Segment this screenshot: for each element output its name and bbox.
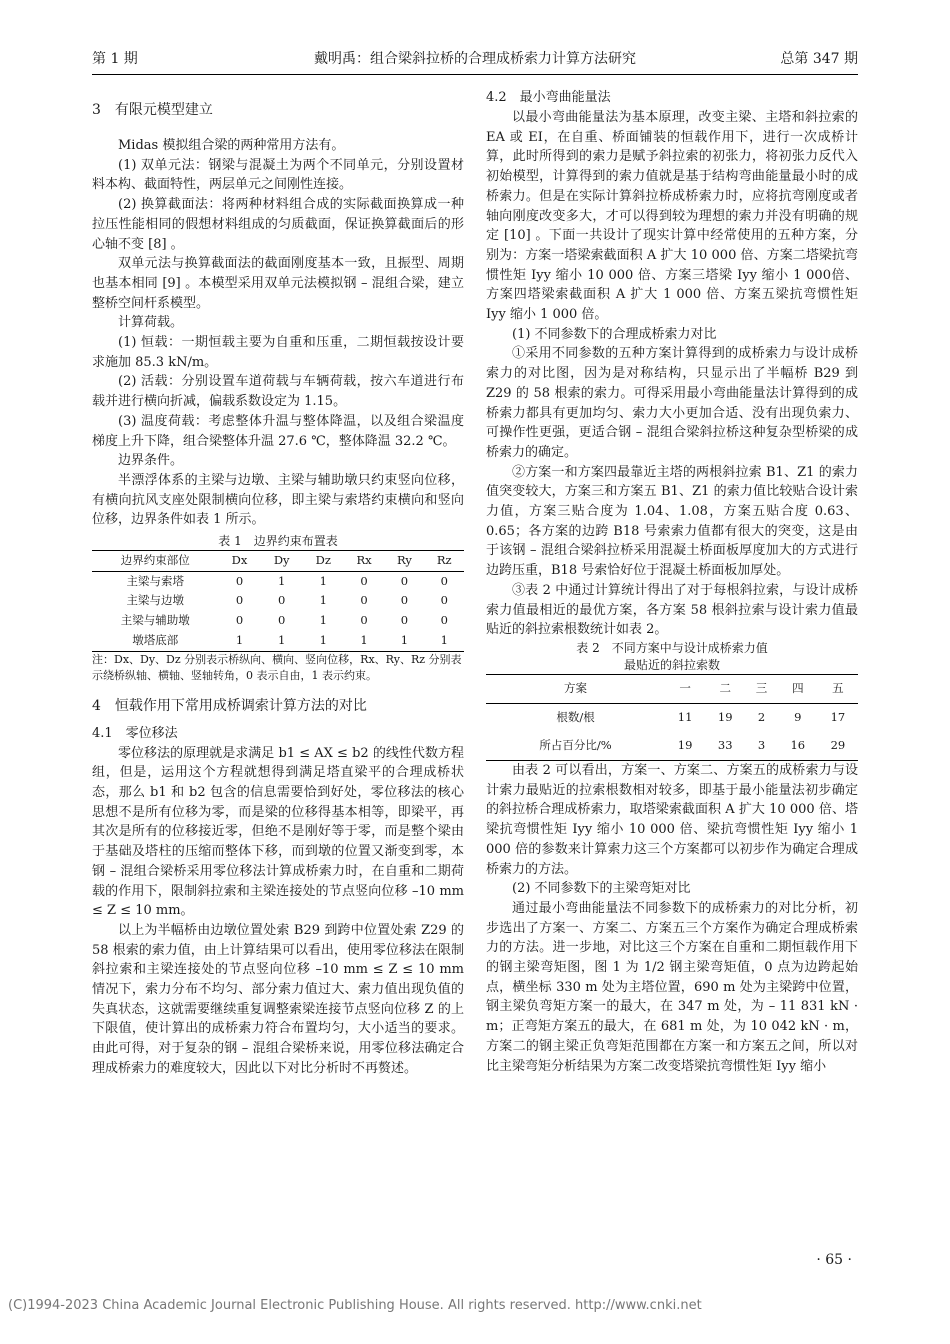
- table-1: [92, 550, 464, 652]
- table-cell: 0: [235, 613, 244, 628]
- section-4-2-heading: 4.2 最小弯曲能量法: [486, 90, 611, 105]
- table-header-cell: 二: [719, 681, 731, 696]
- table-cell: 0: [400, 613, 409, 628]
- table-header-cell: 四: [792, 681, 804, 696]
- table-cell: 0: [235, 593, 244, 608]
- paragraph: 以最小弯曲能量法为基本原理，改变主梁、主塔和斜拉索的 EA 或 EI，在自重、桥面铺装的恒载作用下，进行一次成桥计算，此时所得到的索力是赋予斜拉索的初张力，将初张力反代入初始模型，计算得到的索力值就是基于结构弯曲能量最小时的成桥索力。但是在实际计算斜拉桥成桥索力时，应将抗弯刚度或者轴向刚度改变多大，才可以得到较为理想的索力并没有明确的规定 [10] 。下面一共设计了现实计算中经常使用的五种方案，分别为：方案一塔梁索截面积 A 扩大 10 000 倍、方案二塔梁抗弯惯性矩 Iyy 缩小 10 000 倍、方案三塔梁 Iyy 缩小 1 000倍、方案四塔梁索截面积 A 扩大 1 000 倍、方案五梁抗弯惯性矩 Iyy 缩小 1 000 倍。: [486, 110, 858, 323]
- table-cell: 主梁与边墩: [126, 593, 184, 608]
- table-cell: 29: [830, 738, 846, 753]
- table-cell: 所占百分比/%: [539, 738, 612, 753]
- table-cell: 3: [757, 738, 766, 753]
- table-cell: 0: [360, 593, 368, 608]
- table-cell: 1: [319, 593, 327, 608]
- table-header-cell: Rx: [356, 553, 372, 568]
- paragraph: (2) 换算截面法：将两种材料组合成的实际截面换算成一种拉压性能相同的假想材料组成的匀质截面，保证换算截面后的形心轴不变 [8] 。: [92, 197, 464, 252]
- table-cell: 0: [360, 613, 368, 628]
- paragraph: (1) 不同参数下的合理成桥索力对比: [512, 326, 717, 342]
- table-1-caption: 表 1 边界约束布置表: [218, 534, 338, 549]
- table-cell: 0: [440, 613, 448, 628]
- paragraph: ③表 2 中通过计算统计得出了对于每根斜拉索，与设计成桥索力值最相近的最优方案，各方案 58 根斜拉索与设计索力值最贴近的斜拉索根数统计如表 2。: [486, 582, 858, 638]
- table-cell: 1: [319, 613, 327, 628]
- table-cell: 1: [235, 632, 244, 647]
- table-cell: 1: [400, 632, 409, 647]
- right-column: [486, 88, 858, 1076]
- paragraph: 通过最小弯曲能量法不同参数下的成桥索力的对比分析，初步选出了方案一、方案二、方案五三个方案作为确定合理成桥索力的方法。进一步地，对比这三个方案在自重和二期恒载作用下的钢主梁弯矩图，图 1 为 1/2 钢主梁弯矩值，0 点为边跨起始点，横坐标 330 m 处为主塔位置，690 m 处为主梁跨中位置，钢主梁负弯矩方案一的最大，在 347 m 处，为 – 11 831 kN · m；正弯矩方案五的最大，在 681 m 处，为 10 042 kN · m，方案二的钢主梁正负弯矩范围都在方案一和方案五之间，所以对比主梁弯矩分析结果为方案二改变塔梁抗弯惯性矩 Iyy 缩小: [486, 900, 858, 1074]
- table-cell: 1: [360, 632, 368, 647]
- table-header-cell: 五: [832, 681, 844, 696]
- section-3-heading: 3 有限元模型建立: [92, 102, 213, 118]
- paragraph: 半漂浮体系的主梁与边墩、主梁与辅助墩只约束竖向位移，有横向抗风支座处限制横向位移，即主梁与索塔约束横向和竖向位移，边界条件如表 1 所示。: [92, 472, 464, 528]
- table-cell: 0: [360, 573, 368, 588]
- paragraph: ②方案一和方案四最靠近主塔的两根斜拉索 B1、Z1 的索力值突变较大，方案三和方案五 B1、Z1 的索力值比较贴合设计索力值，方案三贴合度为 1.04、1.08，方案五贴合度 0.63、0.65；各方案的边跨 B18 号索索力值都有很大的突变，这是由于该钢 – 混组合梁斜拉桥采用混凝土桥面板厚度加大的方式进行边跨压重，B18 号索恰好位于混凝土桥面板加厚处。: [486, 464, 858, 579]
- table-2: [486, 674, 858, 761]
- section-4-heading: 4 恒载作用下常用成桥调索计算方法的对比: [92, 697, 367, 714]
- paragraph: 以上为半幅桥由边墩位置处索 B29 到跨中位置处索 Z29 的 58 根索的索力值，由上计算结果可以看出，使用零位移法在限制斜拉索和主梁连接处的节点竖向位移 –10 mm ≤ Z ≤ 10 mm 情况下，索力分布不均匀、部分索力值过大、索力值出现负值的失真状态，这就需要继续重复调整索梁连接节点竖向位移 Z 的上下限值，使计算出的成桥索力符合布置均匀，大小适当的要求。由此可得，对于复杂的钢 – 混组合梁桥来说，用零位移法确定合理成桥索力的难度较大，因此以下对比分析时不再赘述。: [92, 922, 464, 1076]
- table-cell: 1: [319, 632, 327, 647]
- page-number: · 65 ·: [816, 1252, 852, 1268]
- table-cell: 9: [794, 710, 802, 725]
- paragraph: ①采用不同参数的五种方案计算得到的成桥索力与设计成桥索力的对比图，因为是对称结构，只显示出了半幅桥 B29 到 Z29 的 58 根索的索力。可得采用最小弯曲能量法计算得到的成桥索力都具有更加均匀、索力大小更加合适、没有出现负索力、可操作性更强，更适合钢 – 混组合梁斜拉桥这种复杂型桥梁的成桥索力的确定。: [486, 346, 858, 460]
- table-cell: 0: [440, 593, 448, 608]
- paragraph: (1) 恒载：一期恒载主要为自重和压重，二期恒载按设计要求施加 85.3 kN/m。: [92, 335, 464, 370]
- table-2-caption: 表 2 不同方案中与设计成桥索力值: [576, 640, 768, 655]
- section-4-1-heading: 4.1 零位移法: [92, 725, 178, 741]
- paragraph: (1) 双单元法：钢梁与混凝土为两个不同单元，分别设置材料本构、截面特性，两层单元之间刚性连接。: [92, 157, 464, 193]
- paragraph: 边界条件。: [118, 453, 184, 469]
- paragraph: (2) 活载：分别设置车道荷载与车辆荷载，按六车道进行布载并进行横向折减，偏载系数设定为 1.15。: [92, 374, 464, 410]
- table-header-cell: Dx: [231, 553, 248, 568]
- table-cell: 0: [400, 593, 409, 608]
- table-cell: 1: [319, 573, 327, 588]
- table-cell: 11: [677, 710, 693, 725]
- table-row: [92, 631, 464, 651]
- table-header-cell: Ry: [396, 553, 412, 568]
- table-cell: 33: [717, 738, 733, 753]
- table-header-cell: Rz: [436, 553, 452, 568]
- table-cell: 主梁与索塔: [126, 573, 184, 588]
- paragraph: Midas 模拟组合梁的两种常用方法有。: [118, 138, 345, 153]
- table-row: [92, 611, 464, 631]
- table-row: [486, 732, 858, 761]
- table-cell: 19: [717, 710, 733, 725]
- table-cell: 0: [440, 573, 448, 588]
- table-header-cell: 方案: [564, 681, 588, 696]
- paragraph: (3) 温度荷载：考虑整体升温与整体降温，以及组合梁温度梯度上升下降，组合梁整体升温 27.6 ℃，整体降温 32.2 ℃。: [92, 413, 464, 449]
- table-cell: 墩塔底部: [132, 632, 179, 647]
- table-header-cell: Dz: [315, 553, 331, 568]
- table-row: [92, 571, 464, 591]
- table-header-cell: 一: [679, 681, 691, 696]
- table-row: [92, 591, 464, 611]
- paragraph: 零位移法的原理就是求满足 b1 ≤ AX ≤ b2 的线性代数方程组，但是，运用这个方程就想得到满足塔直梁平的合理成桥状态，那么 b1 和 b2 包含的信息需要恰到好处，零位移法的核心思想不是所有位移为零，而是梁的位移得基本相等，即梁平，再其次是所有的位移接近零，但绝不是刚好等于零，而是整个梁由于基础及塔柱的压缩而整体下移，而到墩的位置又渐变到零，本钢 – 混组合梁桥采用零位移法计算成桥索力时，在自重和二期荷载的作用下，限制斜拉索和主梁连接处的节点竖向位移 –10 mm ≤ Z ≤ 10 mm。: [92, 745, 464, 919]
- table-cell: 主梁与辅助墩: [120, 613, 190, 628]
- table-cell: 2: [757, 710, 766, 725]
- table-cell: 1: [440, 632, 448, 647]
- header-rule: [92, 74, 858, 75]
- paragraph: (2) 不同参数下的主梁弯矩对比: [512, 881, 691, 897]
- left-column: [92, 88, 464, 1079]
- table-cell: 0: [400, 573, 409, 588]
- paragraph: 计算荷载。: [118, 315, 184, 331]
- table-cell: 1: [278, 632, 286, 647]
- paragraph: 双单元法与换算截面法的截面刚度基本一致，且振型、周期也基本相同 [9] 。本模型采用双单元法模拟钢 – 混组合梁，建立整桥空间杆系模型。: [92, 256, 464, 311]
- header-title: 戴明禹：组合梁斜拉桥的合理成桥索力计算方法研究: [314, 51, 636, 67]
- paragraph: 由表 2 可以看出，方案一、方案二、方案五的成桥索力与设计索力最贴近的拉索根数相对较多，即基于最小能量法初步确定的斜拉桥合理成桥索力，取塔梁索截面积 A 扩大 10 000 倍、塔梁抗弯惯性矩 Iyy 缩小 10 000 倍、梁抗弯惯性矩 Iyy 缩小 1 000 倍的参数来计算索力这三个方案都可以初步作为确定合理成桥索力的方法。: [486, 762, 858, 877]
- table-cell: 0: [235, 573, 244, 588]
- table-header-cell: 三: [755, 681, 768, 696]
- table-cell: 0: [278, 593, 286, 608]
- copyright-footer: (C)1994-2023 China Academic Journal Electronic Publishing House. All rights reserved. http://www.cnki.net: [8, 1298, 702, 1313]
- table-1-note: 注：Dx、Dy、Dz 分别表示桥纵向、横向、竖向位移，Rx、Ry、Rz 分别表示绕桥纵轴、横轴、竖轴转角，0 表示自由，1 表示约束。: [92, 652, 462, 682]
- table-row: [486, 703, 858, 732]
- header-total-issue: 总第 347 期: [780, 51, 858, 67]
- table-2-caption-line2: 最贴近的斜拉索数: [623, 657, 720, 672]
- table-cell: 0: [278, 613, 286, 628]
- header-issue: 第 1 期: [92, 51, 138, 67]
- table-cell: 根数/根: [556, 710, 595, 725]
- table-header-cell: 边界约束部位: [120, 553, 190, 568]
- table-cell: 1: [278, 573, 286, 588]
- table-cell: 19: [677, 738, 693, 753]
- table-cell: 16: [790, 738, 806, 753]
- table-header-cell: Dy: [273, 553, 290, 568]
- table-cell: 17: [830, 710, 846, 725]
